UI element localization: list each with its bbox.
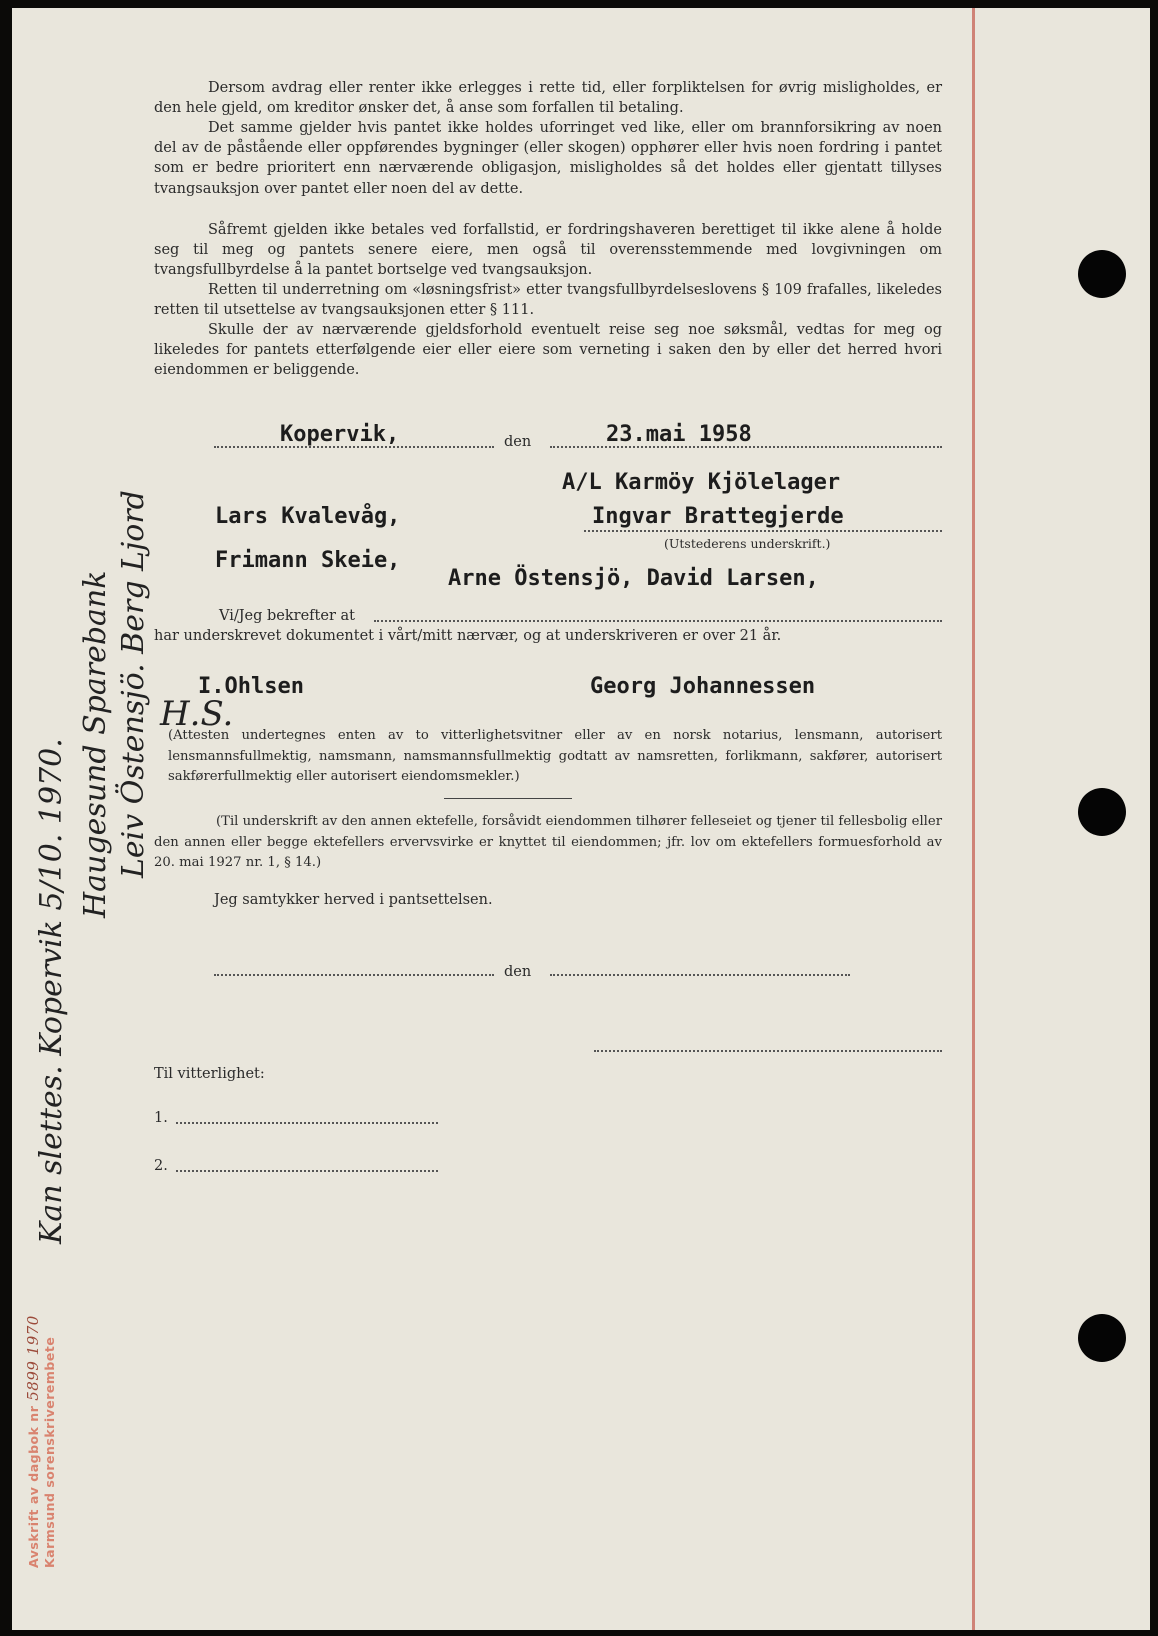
signer-left-2: Frimann Skeie, (215, 548, 401, 573)
clause-notice-waiver-text: Retten til underretning om «løsningsfrist» etter tvangsfullbyrdelseslovens § 109 frafalles, likeledes retten til utsettelse av tvangsauksjonen etter § 111. (154, 282, 942, 319)
confirm-dotted-line (374, 620, 942, 622)
spouse-note-text: (Til underskrift av den annen ektefelle, forsåvidt eiendommen tilhører felleseiet og tjener til fellesbolig eller den annen eller begge ektefellers ervervsvirke er knyttet til eiendommen; jfr. lov om ektefellers formuesforhold av 20. mai 1927 nr. 1, § 14.) (154, 814, 942, 870)
spouse-note (154, 812, 942, 874)
company-name: A/L Karmöy Kjölelager (562, 470, 841, 495)
handwritten-note-line-1: Kan slettes. Kopervik 5/10. 1970. (34, 738, 69, 1244)
witness-2-typed: Georg Johannessen (590, 674, 816, 699)
clause-property-maintenance-text: Det samme gjelder hvis pantet ikke holdes uforringet ved like, eller om brannforsikring av noen del av de påstående eller oppførendes bygninger (eller skogen) opphører eller hvis noen fordring i pantet som er bedre prioritert enn nærværende obligasjon, misligholdes så det holdes eller gjentatt tillyses tvangsauksjon over pantet eller noen del av dette. (154, 120, 942, 197)
registry-stamp (24, 1315, 57, 1568)
spouse-date-line (550, 974, 850, 976)
witness-item-2: 2. (154, 1158, 168, 1174)
clause-notice-waiver (154, 280, 942, 320)
stamp-office: Karmsund sorenskriverembete (42, 1336, 57, 1568)
issuer-signature: Ingvar Brattegjerde (592, 504, 844, 529)
issuer-caption: (Utstederens underskrift.) (664, 536, 831, 551)
issuer-signature-line (584, 530, 942, 532)
handwritten-initials: H.S. (160, 694, 234, 734)
place-typed: Kopervik, (280, 422, 400, 447)
binder-hole-bottom (1078, 1314, 1126, 1362)
consent-text: Jeg samtykker herved i pantsettelsen. (214, 892, 493, 908)
stamp-text: Avskrift av dagbok nr (26, 1405, 41, 1568)
attestation-note-text: (Attesten undertegnes enten av to vitterlighetsvitner eller av en norsk notarius, lensmann, autorisert lensmannsfullmektig, namsmann, namsmannsfullmektig godtatt av namsretten, forlikmann, sakfører, autorisert sakførerfullmektig eller autorisert eiendomsmekler.) (168, 728, 942, 784)
den-label: den (504, 434, 532, 450)
spouse-den-label: den (504, 964, 532, 980)
section-separator (444, 798, 572, 799)
witnesses-label: Til vitterlighet: (154, 1066, 265, 1082)
signer-left-1: Lars Kvalevåg, (215, 504, 401, 529)
date-typed: 23.mai 1958 (606, 422, 752, 447)
witness-line-1 (176, 1122, 438, 1124)
handwritten-note-line-3: Leiv Östensjö. Berg Ljord (116, 490, 151, 878)
clause-venue-text: Skulle der av nærværende gjeldsforhold eventuelt reise seg noe søksmål, vedtas for meg og likeledes for pantets etterfølgende eier eller eiere som verneting i saken den by eller det herred hvori eiendommen er beliggende. (154, 322, 942, 379)
clause-venue (154, 320, 942, 381)
stamp-number: 5899 1970 (24, 1315, 42, 1401)
witness-line-2 (176, 1170, 438, 1172)
clause-property-maintenance (154, 118, 942, 199)
binder-hole-middle (1078, 788, 1126, 836)
spouse-signature-line (594, 1050, 942, 1052)
confirm-line-1: Vi/Jeg bekrefter at (219, 608, 355, 624)
signers-right: Arne Östensjö, David Larsen, (448, 566, 819, 591)
clause-default-text: Dersom avdrag eller renter ikke erlegges i rette tid, eller forpliktelsen for øvrig misligholdes, er den hele gjeld, om kreditor ønsker det, å anse som forfallen til betaling. (154, 80, 942, 117)
document-page (12, 8, 1150, 1630)
spouse-place-line (214, 974, 494, 976)
clause-default (154, 78, 942, 118)
confirm-line-2: har underskrevet dokumentet i vårt/mitt nærvær, og at underskriveren er over 21 år. (154, 628, 782, 644)
witness-1-typed: I.Ohlsen (198, 674, 304, 699)
clause-forced-sale-text: Såfremt gjelden ikke betales ved forfallstid, er fordringshaveren berettiget til ikke alene å holde seg til meg og pantets senere eiere, men også til overensstemmende med lovgivningen om tvangsfullbyrdelse å la pantet bortselge ved tvangsauksjon. (154, 222, 942, 279)
margin-line (972, 8, 975, 1630)
attestation-note (168, 726, 942, 788)
handwritten-note-line-2: Haugesund Sparebank (78, 570, 113, 918)
binder-hole-top (1078, 250, 1126, 298)
witness-item-1: 1. (154, 1110, 168, 1126)
clause-forced-sale (154, 220, 942, 281)
